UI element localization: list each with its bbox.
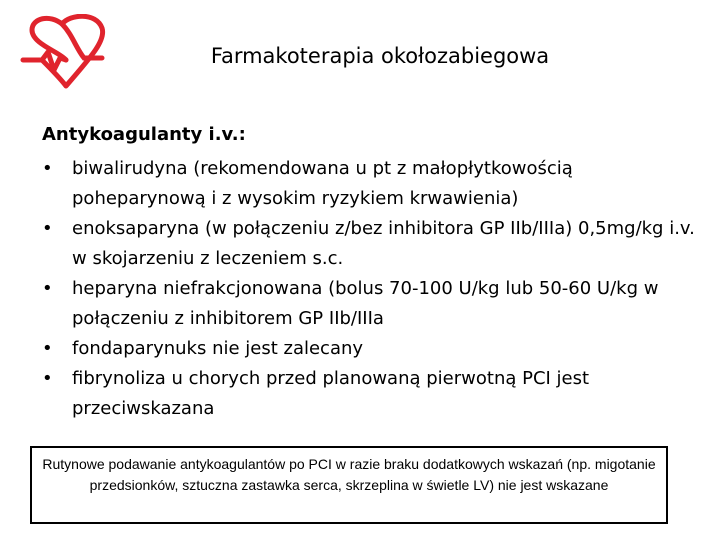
list-item bbox=[42, 334, 702, 364]
bullet-icon: • bbox=[42, 158, 53, 179]
list-item-text: fibrynoliza u chorych przed planowaną pierwotną PCI jest przeciwskazana bbox=[72, 368, 590, 419]
main-content bbox=[42, 122, 702, 424]
list-item bbox=[42, 154, 702, 214]
list-item bbox=[42, 364, 702, 424]
list-item-text: biwalirudyna (rekomendowana u pt z małopłytkowością poheparynową i z wysokim ryzykiem krwawienia) bbox=[72, 158, 573, 209]
bullet-icon: • bbox=[42, 368, 53, 389]
bullet-icon: • bbox=[42, 218, 53, 239]
bullet-list bbox=[42, 154, 702, 424]
section-heading: Antykoagulanty i.v.: bbox=[42, 124, 246, 145]
list-item bbox=[42, 274, 702, 334]
list-item-text: heparyna niefrakcjonowana (bolus 70-100 U/kg lub 50-60 U/kg w połączeniu z inhibitorem GP IIb/IIIa bbox=[72, 278, 659, 329]
list-item bbox=[42, 214, 702, 274]
bullet-icon: • bbox=[42, 338, 53, 359]
bullet-icon: • bbox=[42, 278, 53, 299]
note-box: Rutynowe podawanie antykoagulantów po PCI w razie braku dodatkowych wskazań (np. migotanie przedsionków, sztuczna zastawka serca, skrzeplina w świetle LV) nie jest wskazane bbox=[30, 446, 668, 524]
slide-title: Farmakoterapia okołozabiegowa bbox=[210, 44, 550, 68]
list-item-text: enoksaparyna (w połączeniu z/bez inhibitora GP IIb/IIIa) 0,5mg/kg i.v. w skojarzeniu z leczeniem s.c. bbox=[72, 218, 695, 269]
list-item-text: fondaparynuks nie jest zalecany bbox=[72, 338, 364, 359]
